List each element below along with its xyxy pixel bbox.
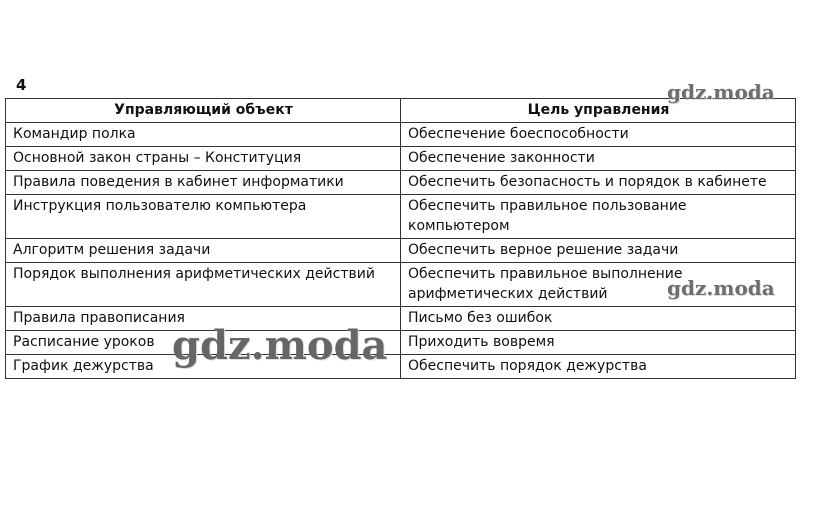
watermark-logo-large: gdz.moda	[172, 322, 388, 369]
control-object-cell: Основной закон страны – Конституция	[6, 147, 401, 171]
header-control-object: Управляющий объект	[6, 99, 401, 123]
control-goal-cell: Обеспечить порядок дежурства	[401, 355, 796, 379]
control-object-cell: Расписание уроков	[6, 331, 401, 355]
control-object-cell: Алгоритм решения задачи	[6, 239, 401, 263]
table-row	[6, 239, 796, 263]
watermark-logo-top: gdz.moda	[667, 80, 775, 104]
control-goal-cell: Обеспечить безопасность и порядок в кабинете	[401, 171, 796, 195]
table-row	[6, 195, 796, 239]
control-object-cell: Инструкция пользователю компьютера	[6, 195, 401, 239]
table-row	[6, 355, 796, 379]
table-row	[6, 147, 796, 171]
control-object-cell: Командир полка	[6, 123, 401, 147]
table-row	[6, 331, 796, 355]
control-goal-cell: Обеспечить правильное пользование компьютером	[401, 195, 796, 239]
table-row	[6, 307, 796, 331]
control-object-cell: Порядок выполнения арифметических действий	[6, 263, 401, 307]
control-object-cell: График дежурства	[6, 355, 401, 379]
header-control-goal: Цель управления	[401, 99, 796, 123]
control-object-cell: Правила поведения в кабинет информатики	[6, 171, 401, 195]
control-goal-cell: Обеспечение боеспособности	[401, 123, 796, 147]
control-table	[5, 98, 796, 379]
control-object-cell: Правила правописания	[6, 307, 401, 331]
task-number: 4	[16, 76, 27, 94]
control-goal-cell: Приходить вовремя	[401, 331, 796, 355]
table-row	[6, 171, 796, 195]
control-goal-cell: Обеспечить правильное выполнение арифметических действий	[401, 263, 796, 307]
control-goal-cell: Письмо без ошибок	[401, 307, 796, 331]
table-row	[6, 123, 796, 147]
control-goal-cell: Обеспечить верное решение задачи	[401, 239, 796, 263]
control-goal-cell: Обеспечение законности	[401, 147, 796, 171]
watermark-logo-middle: gdz.moda	[667, 276, 775, 300]
